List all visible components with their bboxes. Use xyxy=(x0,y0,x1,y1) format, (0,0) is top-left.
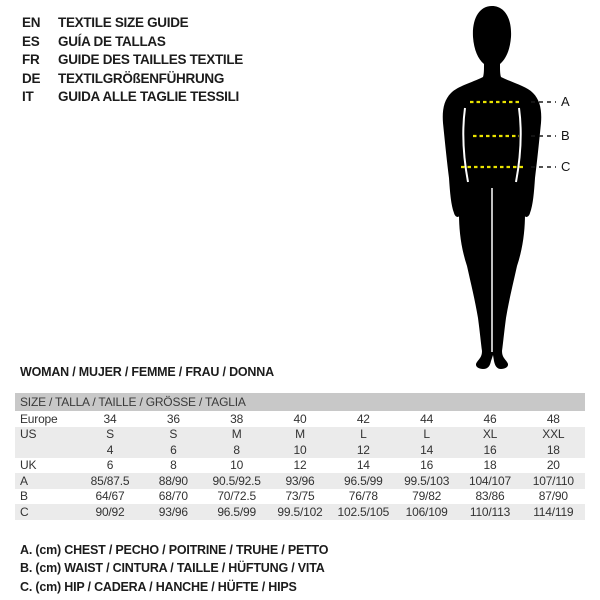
row-label: UK xyxy=(20,458,37,473)
group-title: WOMAN / MUJER / FEMME / FRAU / DONNA xyxy=(20,365,274,379)
size-table-row-us xyxy=(15,427,585,443)
size-cell: 64/67 xyxy=(95,489,125,504)
size-table xyxy=(15,393,585,520)
size-table-header: SIZE / TALLA / TAILLE / GRÖSSE / TAGLIA xyxy=(15,393,585,411)
size-cell: 88/90 xyxy=(142,473,205,489)
lang-title: GUIDA ALLE TAGLIE TESSILI xyxy=(58,89,239,105)
size-cell: M xyxy=(268,427,331,443)
row-label xyxy=(15,442,78,458)
size-table-row-us-numeric xyxy=(15,442,585,458)
size-table-row-hip xyxy=(15,504,585,520)
size-cell: 90/92 xyxy=(78,504,141,520)
size-cell: 36 xyxy=(166,411,180,426)
size-cell: M xyxy=(205,427,268,443)
size-cell: 12 xyxy=(332,442,395,458)
lang-code: EN xyxy=(22,15,41,30)
language-title-list xyxy=(22,14,243,107)
size-cell: 48 xyxy=(546,411,560,426)
size-cell: 10 xyxy=(230,458,244,473)
size-cell: 12 xyxy=(293,458,307,473)
size-table-header-row xyxy=(15,393,585,411)
size-cell: 14 xyxy=(356,458,370,473)
size-cell: 4 xyxy=(78,442,141,458)
lang-code: IT xyxy=(22,89,34,105)
size-cell: XL xyxy=(458,427,521,443)
size-cell: 6 xyxy=(106,458,114,473)
legend-line-waist: B. (cm) WAIST / CINTURA / TAILLE / HÜFTUNG / VITA xyxy=(20,561,325,576)
size-cell: 99.5/103 xyxy=(395,473,458,489)
size-cell: 96.5/99 xyxy=(205,504,268,520)
row-label: Europe xyxy=(20,411,58,426)
size-cell: 14 xyxy=(395,442,458,458)
size-cell: 10 xyxy=(268,442,331,458)
size-cell: 40 xyxy=(293,411,307,426)
lang-row-en xyxy=(22,14,243,33)
size-cell: 8 xyxy=(205,442,268,458)
legend-line-chest: A. (cm) CHEST / PECHO / POITRINE / TRUHE / PETTO xyxy=(20,543,329,557)
size-cell: 110/113 xyxy=(458,504,521,520)
size-cell: 107/110 xyxy=(522,473,585,489)
size-cell: 70/72.5 xyxy=(217,489,256,504)
size-cell: 102.5/105 xyxy=(332,504,395,520)
size-cell: 90.5/92.5 xyxy=(205,473,268,489)
lang-title: TEXTILGRÖßENFÜHRUNG xyxy=(58,70,225,86)
measurement-legend xyxy=(20,541,328,596)
size-cell: 93/96 xyxy=(268,473,331,489)
size-cell: XXL xyxy=(522,427,585,443)
lang-row-it xyxy=(22,88,243,107)
size-cell: 104/107 xyxy=(458,473,521,489)
size-cell: 87/90 xyxy=(538,489,568,504)
lang-code: ES xyxy=(22,33,40,49)
marker-label-c: C xyxy=(561,159,571,174)
lang-row-de xyxy=(22,70,243,89)
size-cell: L xyxy=(395,427,458,443)
size-cell: 6 xyxy=(142,442,205,458)
size-cell: 16 xyxy=(458,442,521,458)
row-label: C xyxy=(15,504,78,520)
size-cell: 96.5/99 xyxy=(332,473,395,489)
size-cell: 114/119 xyxy=(522,504,585,520)
size-cell: 99.5/102 xyxy=(268,504,331,520)
marker-label-b: B xyxy=(561,128,570,143)
row-label: US xyxy=(15,427,78,443)
size-table-row-waist xyxy=(15,489,585,505)
size-cell: 44 xyxy=(420,411,434,426)
row-label: A xyxy=(15,473,78,489)
lang-row-fr xyxy=(22,51,243,70)
lang-code: FR xyxy=(22,52,40,68)
size-cell: 79/82 xyxy=(412,489,442,504)
lang-title: TEXTILE SIZE GUIDE xyxy=(58,15,189,30)
row-label: B xyxy=(20,489,28,504)
size-cell: 18 xyxy=(522,442,585,458)
lang-title: GUIDE DES TAILLES TEXTILE xyxy=(58,52,244,68)
size-cell: S xyxy=(78,427,141,443)
lang-row-es xyxy=(22,33,243,52)
size-cell: 76/78 xyxy=(348,489,378,504)
lang-title: GUÍA DE TALLAS xyxy=(58,33,166,49)
woman-silhouette-figure xyxy=(420,0,600,380)
size-cell: 20 xyxy=(546,458,560,473)
size-cell: 8 xyxy=(170,458,177,473)
size-table-row-europe xyxy=(15,411,585,427)
marker-label-a: A xyxy=(561,94,570,109)
size-cell: 73/75 xyxy=(285,489,315,504)
size-table-row-uk xyxy=(15,458,585,474)
size-cell: S xyxy=(142,427,205,443)
size-table-row-chest xyxy=(15,473,585,489)
size-cell: 42 xyxy=(356,411,370,426)
size-cell: 16 xyxy=(420,458,434,473)
size-cell: 93/96 xyxy=(142,504,205,520)
size-cell: 18 xyxy=(483,458,497,473)
size-cell: 38 xyxy=(230,411,244,426)
size-cell: 83/86 xyxy=(475,489,505,504)
legend-line-hip: C. (cm) HIP / CADERA / HANCHE / HÜFTE / HIPS xyxy=(20,579,297,594)
size-cell: 34 xyxy=(103,411,117,426)
size-cell: 68/70 xyxy=(158,489,188,504)
lang-code: DE xyxy=(22,70,41,86)
size-cell: 46 xyxy=(483,411,497,426)
size-cell: 106/109 xyxy=(395,504,458,520)
size-cell: L xyxy=(332,427,395,443)
size-cell: 85/87.5 xyxy=(78,473,141,489)
